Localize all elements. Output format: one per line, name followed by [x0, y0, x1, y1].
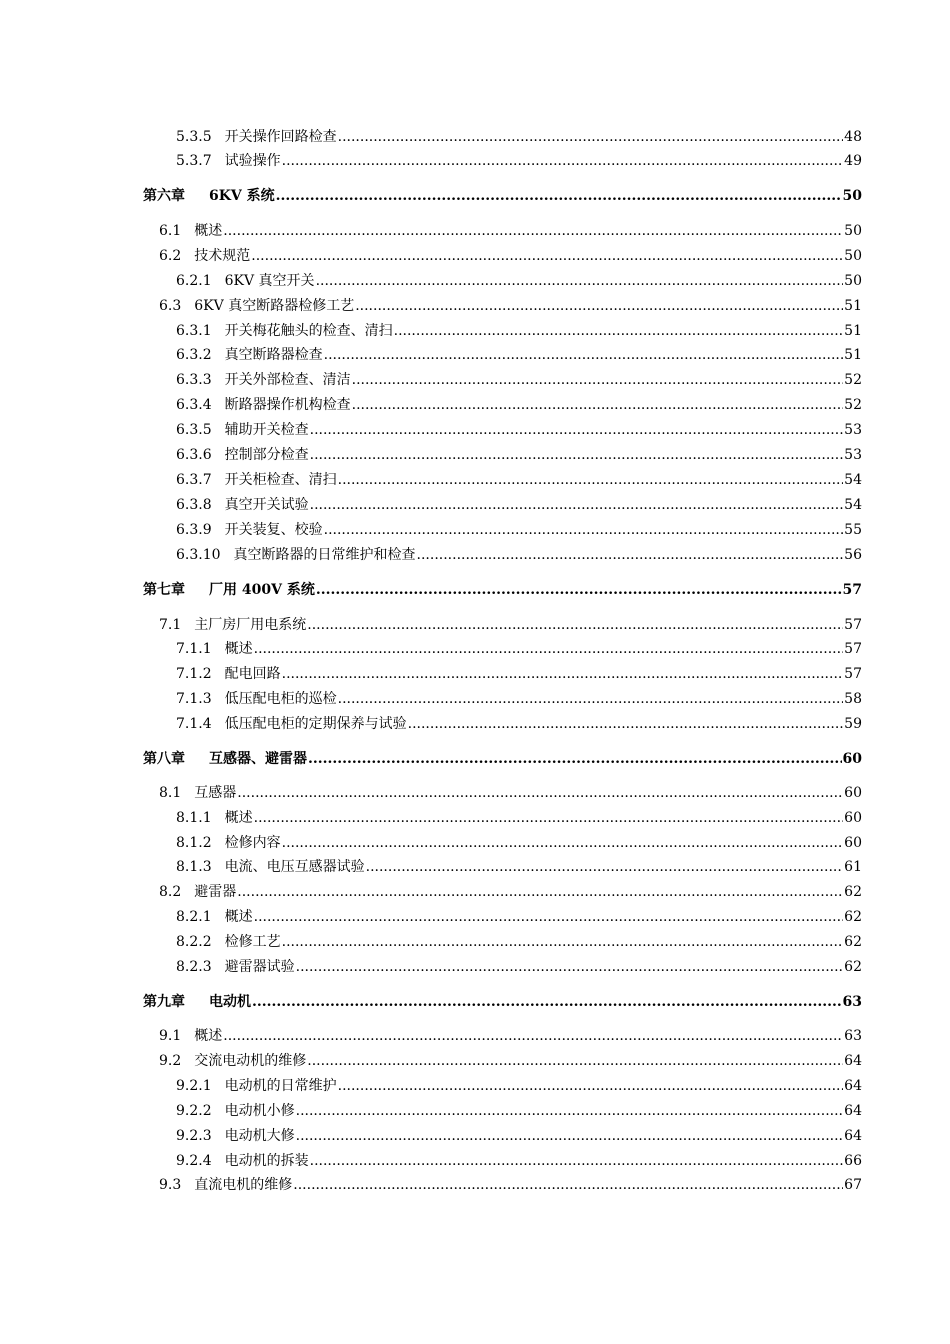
toc-entry-title: 厂用 400V 系统 [209, 582, 315, 598]
toc-page-number: 52 [844, 372, 862, 388]
toc-page-number: 62 [844, 934, 862, 950]
toc-dot-leader [252, 993, 842, 1011]
toc-entry[interactable] [176, 933, 862, 951]
toc-entry-number: 7.1 [159, 617, 182, 633]
toc-page-number: 63 [842, 994, 862, 1010]
toc-entry-title: 开关操作回路检查 [224, 129, 337, 145]
toc-page-number: 66 [844, 1153, 862, 1169]
toc-entry[interactable] [176, 128, 862, 146]
toc-entry-title: 直流电机的维修 [194, 1177, 293, 1193]
toc-entry-number: 6.3 [159, 298, 182, 314]
toc-entry-number: 9.2.2 [176, 1103, 212, 1119]
toc-chapter-entry[interactable] [143, 750, 862, 768]
toc-page-number: 60 [844, 810, 862, 826]
toc-dot-leader [417, 546, 844, 564]
toc-entry-number: 9.1 [159, 1028, 182, 1044]
toc-entry[interactable] [159, 1176, 862, 1194]
toc-entry-title: 避雷器 [194, 884, 237, 900]
toc-dot-leader [237, 784, 843, 802]
toc-entry[interactable] [159, 616, 862, 634]
toc-dot-leader [316, 272, 844, 290]
toc-entry-title: 真空断路器的日常维护和检查 [233, 547, 416, 563]
toc-entry-title: 低压配电柜的巡检 [224, 691, 337, 707]
toc-dot-leader [355, 297, 843, 315]
toc-entry[interactable] [159, 222, 862, 240]
toc-entry-number: 6.3.4 [176, 397, 212, 413]
toc-entry-title: 电动机大修 [224, 1128, 295, 1144]
toc-entry-number: 9.3 [159, 1177, 182, 1193]
toc-entry-number: 6.3.2 [176, 347, 212, 363]
toc-entry[interactable] [176, 908, 862, 926]
toc-entry-number: 7.1.3 [176, 691, 212, 707]
toc-entry-number: 8.2.3 [176, 959, 212, 975]
toc-entry[interactable] [176, 421, 862, 439]
toc-entry-number: 6.3.7 [176, 472, 212, 488]
toc-entry-number: 5.3.5 [176, 129, 212, 145]
toc-page-number: 62 [844, 959, 862, 975]
toc-dot-leader [338, 690, 844, 708]
toc-entry[interactable] [159, 1027, 862, 1045]
toc-entry-title: 电动机小修 [224, 1103, 295, 1119]
toc-page-number: 51 [844, 347, 862, 363]
toc-entry[interactable] [176, 272, 862, 290]
toc-dot-leader [254, 908, 844, 926]
toc-entry[interactable] [176, 1077, 862, 1095]
toc-dot-leader [254, 809, 844, 827]
toc-entry-number: 8.2 [159, 884, 182, 900]
toc-entry[interactable] [176, 665, 862, 683]
toc-entry[interactable] [159, 883, 862, 901]
toc-entry-number: 9.2.3 [176, 1128, 212, 1144]
toc-dot-leader [408, 715, 844, 733]
toc-page-number: 59 [844, 716, 862, 732]
toc-entry-number: 7.1.4 [176, 716, 212, 732]
toc-page-number: 61 [844, 859, 862, 875]
toc-page-number: 57 [844, 641, 862, 657]
toc-page-number: 54 [844, 497, 862, 513]
toc-entry-title: 检修工艺 [224, 934, 281, 950]
toc-entry-number: 9.2.4 [176, 1153, 212, 1169]
toc-entry-title: 概述 [224, 641, 253, 657]
toc-entry[interactable] [176, 858, 862, 876]
toc-entry-number: 8.1 [159, 785, 182, 801]
toc-entry[interactable] [176, 396, 862, 414]
toc-page-number: 62 [844, 909, 862, 925]
toc-entry-title: 断路器操作机构检查 [224, 397, 351, 413]
toc-entry-title: 控制部分检查 [224, 447, 309, 463]
toc-dot-leader [223, 1027, 843, 1045]
toc-dot-leader [223, 222, 843, 240]
toc-entry-title: 技术规范 [194, 248, 251, 264]
toc-entry-title: 辅助开关检查 [224, 422, 309, 438]
toc-entry-title: 概述 [194, 223, 223, 239]
toc-entry[interactable] [176, 152, 862, 170]
toc-entry-title: 6KV 系统 [209, 188, 275, 204]
toc-entry[interactable] [176, 690, 862, 708]
toc-entry-number: 第八章 [143, 751, 185, 767]
toc-entry-title: 真空开关试验 [224, 497, 309, 513]
toc-dot-leader [310, 496, 844, 514]
toc-dot-leader [352, 371, 844, 389]
toc-entry-title: 概述 [194, 1028, 223, 1044]
toc-entry-number: 8.1.1 [176, 810, 212, 826]
toc-entry-title: 开关梅花触头的检查、清扫 [224, 323, 393, 339]
toc-chapter-entry[interactable] [143, 187, 862, 205]
toc-entry-title: 开关柜检查、清扫 [224, 472, 337, 488]
toc-page-number: 60 [842, 751, 862, 767]
toc-entry-title: 6KV 真空断路器检修工艺 [194, 298, 355, 314]
toc-page-number: 56 [844, 547, 862, 563]
toc-entry-title: 避雷器试验 [224, 959, 295, 975]
toc-entry[interactable] [159, 297, 862, 315]
toc-page-number: 49 [844, 153, 862, 169]
toc-entry-number: 5.3.7 [176, 153, 212, 169]
toc-page-number: 50 [844, 248, 862, 264]
toc-dot-leader [276, 187, 842, 205]
toc-dot-leader [338, 1077, 844, 1095]
toc-dot-leader [254, 640, 844, 658]
toc-dot-leader [282, 933, 844, 951]
toc-entry-number: 6.3.9 [176, 522, 212, 538]
toc-entry[interactable] [159, 1052, 862, 1070]
toc-dot-leader [366, 858, 844, 876]
toc-entry[interactable] [176, 640, 862, 658]
toc-entry-number: 6.3.1 [176, 323, 212, 339]
toc-entry-number: 8.2.1 [176, 909, 212, 925]
toc-entry[interactable] [176, 371, 862, 389]
toc-page-number: 51 [844, 298, 862, 314]
toc-page-number: 53 [844, 422, 862, 438]
toc-entry-title: 开关外部检查、清洁 [224, 372, 351, 388]
toc-page-number: 50 [842, 188, 862, 204]
toc-dot-leader [352, 396, 844, 414]
toc-entry[interactable] [176, 446, 862, 464]
toc-entry[interactable] [176, 496, 862, 514]
toc-entry-title: 检修内容 [224, 835, 281, 851]
toc-dot-leader [282, 665, 844, 683]
toc-dot-leader [310, 1152, 844, 1170]
toc-entry[interactable] [176, 1102, 862, 1120]
toc-dot-leader [296, 958, 844, 976]
toc-entry-number: 6.1 [159, 223, 182, 239]
toc-entry-number: 8.1.3 [176, 859, 212, 875]
toc-entry-number: 第七章 [143, 582, 185, 598]
toc-entry-title: 互感器 [194, 785, 237, 801]
toc-dot-leader [251, 247, 843, 265]
toc-dot-leader [296, 1102, 844, 1120]
toc-entry-number: 第六章 [143, 188, 185, 204]
toc-page-number: 50 [844, 273, 862, 289]
toc-entry-number: 9.2.1 [176, 1078, 212, 1094]
toc-entry[interactable] [176, 809, 862, 827]
toc-dot-leader [307, 616, 843, 634]
toc-entry-title: 概述 [224, 909, 253, 925]
toc-entry-title: 交流电动机的维修 [194, 1053, 307, 1069]
toc-page-number: 60 [844, 785, 862, 801]
toc-entry-number: 8.2.2 [176, 934, 212, 950]
toc-dot-leader [310, 421, 844, 439]
toc-page-number: 53 [844, 447, 862, 463]
toc-entry-number: 第九章 [143, 994, 185, 1010]
toc-entry-title: 试验操作 [224, 153, 281, 169]
toc-dot-leader [324, 346, 844, 364]
toc-page-number: 63 [844, 1028, 862, 1044]
toc-entry-title: 配电回路 [224, 666, 281, 682]
toc-entry[interactable] [159, 784, 862, 802]
toc-page-number: 57 [844, 666, 862, 682]
toc-dot-leader [237, 883, 843, 901]
toc-entry-title: 电动机 [209, 994, 251, 1010]
toc-entry-number: 6.2 [159, 248, 182, 264]
toc-entry-title: 6KV 真空开关 [224, 273, 315, 289]
toc-page-number: 57 [844, 617, 862, 633]
toc-page-number: 51 [844, 323, 862, 339]
toc-entry-title: 互感器、避雷器 [209, 751, 307, 767]
toc-dot-leader [324, 521, 844, 539]
toc-entry[interactable] [176, 1127, 862, 1145]
toc-page-number: 48 [844, 129, 862, 145]
toc-page-number: 58 [844, 691, 862, 707]
toc-entry-number: 6.3.8 [176, 497, 212, 513]
toc-page-number: 54 [844, 472, 862, 488]
toc-page-number: 55 [844, 522, 862, 538]
toc-entry-title: 低压配电柜的定期保养与试验 [224, 716, 407, 732]
toc-page-number: 67 [844, 1177, 862, 1193]
toc-page-number: 62 [844, 884, 862, 900]
toc-dot-leader [338, 128, 844, 146]
toc-page-number: 64 [844, 1078, 862, 1094]
toc-dot-leader [293, 1176, 843, 1194]
toc-entry-number: 6.2.1 [176, 273, 212, 289]
toc-entry-number: 6.3.5 [176, 422, 212, 438]
toc-entry-title: 电动机的拆装 [224, 1153, 309, 1169]
toc-entry-number: 6.3.6 [176, 447, 212, 463]
toc-entry[interactable] [176, 546, 862, 564]
toc-entry[interactable] [176, 346, 862, 364]
toc-entry-number: 7.1.2 [176, 666, 212, 682]
toc-entry[interactable] [176, 1152, 862, 1170]
toc-entry-number: 6.3.10 [176, 547, 221, 563]
toc-page-number: 57 [842, 582, 862, 598]
toc-chapter-entry[interactable] [143, 581, 862, 599]
toc-chapter-entry[interactable] [143, 993, 862, 1011]
toc-entry[interactable] [176, 958, 862, 976]
toc-dot-leader [316, 581, 842, 599]
toc-entry[interactable] [176, 834, 862, 852]
toc-page-number: 64 [844, 1128, 862, 1144]
toc-dot-leader [308, 750, 842, 768]
toc-dot-leader [282, 152, 844, 170]
toc-dot-leader [307, 1052, 843, 1070]
toc-page-number: 50 [844, 223, 862, 239]
toc-entry-title: 电动机的日常维护 [224, 1078, 337, 1094]
toc-dot-leader [310, 446, 844, 464]
toc-entry[interactable] [176, 715, 862, 733]
toc-dot-leader [296, 1127, 844, 1145]
toc-dot-leader [394, 322, 844, 340]
toc-entry-title: 概述 [224, 810, 253, 826]
toc-entry-number: 9.2 [159, 1053, 182, 1069]
toc-entry-title: 真空断路器检查 [224, 347, 323, 363]
toc-dot-leader [282, 834, 844, 852]
toc-page-number: 52 [844, 397, 862, 413]
toc-dot-leader [338, 471, 844, 489]
toc-page-number: 64 [844, 1053, 862, 1069]
toc-entry[interactable] [176, 471, 862, 489]
toc-entry[interactable] [159, 247, 862, 265]
toc-page-number: 64 [844, 1103, 862, 1119]
toc-entry-title: 主厂房厂用电系统 [194, 617, 307, 633]
toc-entry-number: 7.1.1 [176, 641, 212, 657]
toc-entry-number: 8.1.2 [176, 835, 212, 851]
toc-entry-title: 电流、电压互感器试验 [224, 859, 365, 875]
toc-entry-title: 开关装复、校验 [224, 522, 323, 538]
toc-entry[interactable] [176, 322, 862, 340]
toc-page-number: 60 [844, 835, 862, 851]
toc-entry-number: 6.3.3 [176, 372, 212, 388]
toc-entry[interactable] [176, 521, 862, 539]
